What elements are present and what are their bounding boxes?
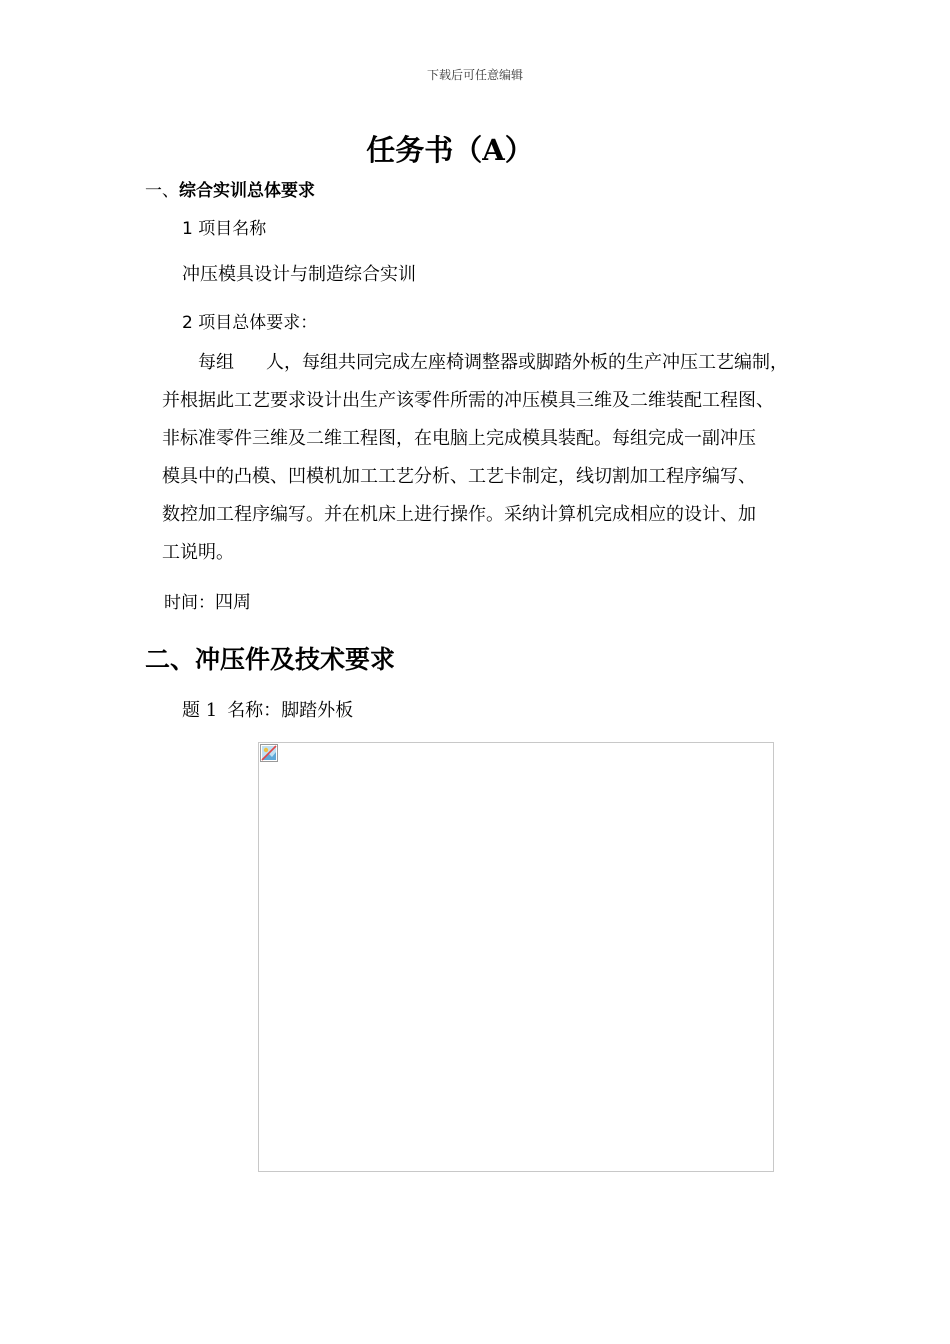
item-1-value: 冲压模具设计与制造综合实训 bbox=[182, 264, 416, 285]
broken-image-icon bbox=[260, 744, 278, 762]
question-name-label: 名称： bbox=[227, 700, 282, 721]
paragraph-line-2: 并根据此工艺要求设计出生产该零件所需的冲压模具三维及二维装配工程图、 bbox=[162, 390, 774, 411]
section-1-heading-text: 综合实训总体要求 bbox=[179, 181, 315, 201]
paragraph-line-5: 数控加工程序编写。并在机床上进行操作。采纳计算机完成相应的设计、加 bbox=[162, 504, 756, 525]
paragraph-line-1-a: 每组 bbox=[198, 352, 234, 373]
section-1-heading bbox=[145, 176, 315, 201]
question-1-row bbox=[182, 696, 353, 722]
item-1-label: 1 项目名称 bbox=[182, 219, 267, 239]
paragraph-line-1 bbox=[162, 344, 822, 382]
requirements-paragraph bbox=[162, 344, 822, 572]
question-number: 题 1 bbox=[182, 700, 218, 721]
duration-label: 时间： bbox=[164, 593, 215, 613]
question-name-value: 脚踏外板 bbox=[281, 700, 354, 721]
duration-value: 四周 bbox=[215, 592, 251, 613]
paragraph-line-1-b: 人，每组共同完成左座椅调整器或脚踏外板的生产冲压工艺编制， bbox=[266, 352, 788, 373]
item-2-label: 2 项目总体要求： bbox=[182, 313, 318, 333]
duration-row bbox=[164, 588, 251, 614]
paragraph-line-6: 工说明。 bbox=[162, 542, 234, 563]
section-1-number: 一、 bbox=[145, 181, 179, 201]
section-2-heading: 二、冲压件及技术要求 bbox=[145, 645, 396, 674]
document-title: 任务书（A） bbox=[366, 133, 534, 167]
paragraph-line-4: 模具中的凸模、凹模机加工工艺分析、工艺卡制定，线切割加工程序编写、 bbox=[162, 466, 756, 487]
paragraph-line-3: 非标准零件三维及二维工程图，在电脑上完成模具装配。每组完成一副冲压 bbox=[162, 428, 756, 449]
page-header-note: 下载后可任意编辑 bbox=[426, 68, 523, 82]
part-figure-placeholder bbox=[258, 742, 774, 1172]
